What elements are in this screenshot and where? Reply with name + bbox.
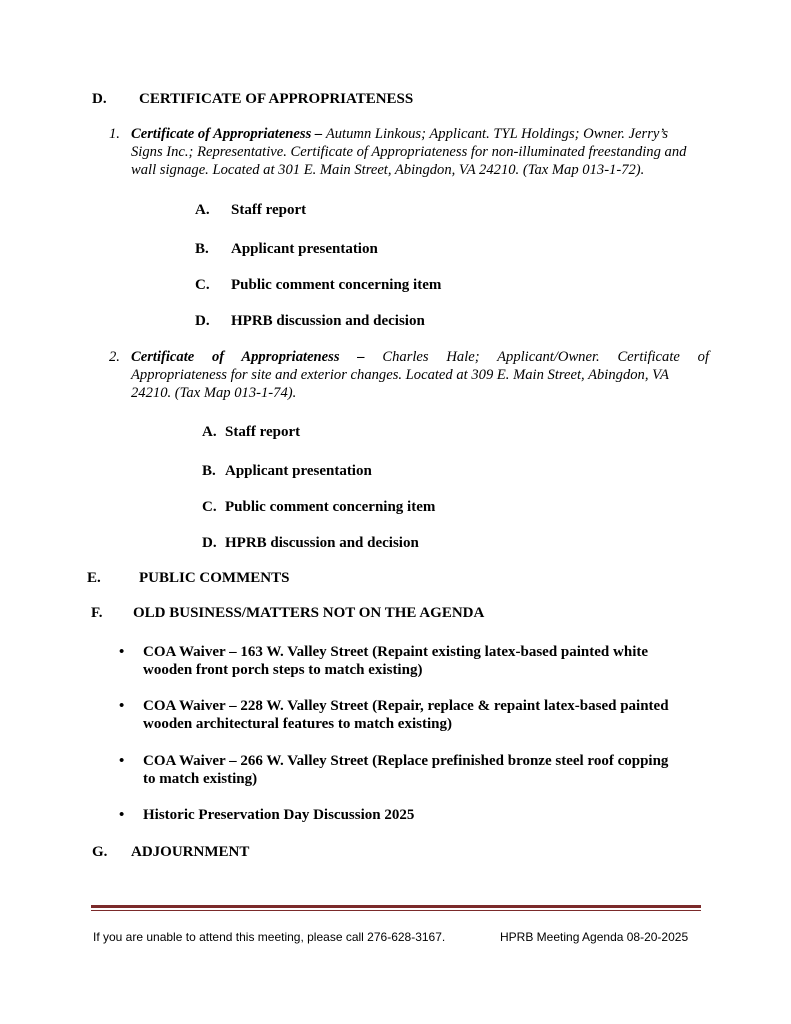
subitem-label: HPRB discussion and decision bbox=[225, 535, 419, 551]
item-2-line-3: 24210. (Tax Map 013-1-74). bbox=[131, 385, 297, 401]
old-business-item-1-line-1: COA Waiver – 163 W. Valley Street (Repaint existing latex-based painted white bbox=[143, 644, 649, 660]
bullet-icon: • bbox=[119, 644, 125, 660]
item-2-line-1 bbox=[131, 348, 709, 366]
item-2-number: 2. bbox=[109, 349, 120, 365]
section-f-letter: F. bbox=[91, 605, 103, 621]
item-2-subitem-d bbox=[202, 535, 419, 552]
item-2-subitem-a bbox=[202, 424, 300, 441]
section-d-heading bbox=[92, 91, 107, 108]
subitem-letter: D. bbox=[202, 535, 217, 551]
subitem-label: Public comment concerning item bbox=[225, 499, 436, 515]
section-d-title: CERTIFICATE OF APPROPRIATENESS bbox=[139, 91, 414, 107]
subitem-label: HPRB discussion and decision bbox=[231, 313, 425, 329]
subitem-letter: A. bbox=[195, 202, 210, 218]
subitem-letter: B. bbox=[202, 463, 216, 479]
subitem-letter: D. bbox=[195, 313, 210, 329]
section-d-letter: D. bbox=[92, 91, 107, 107]
section-e-letter: E. bbox=[87, 570, 101, 586]
subitem-label: Staff report bbox=[225, 424, 301, 440]
subitem-letter: C. bbox=[195, 277, 210, 293]
subitem-label: Applicant presentation bbox=[231, 241, 378, 257]
item-2-line-1-text: Charles Hale; Applicant/Owner. Certificate of bbox=[382, 349, 709, 365]
bullet-icon: • bbox=[119, 807, 125, 823]
bullet-icon: • bbox=[119, 753, 125, 769]
subitem-label: Staff report bbox=[231, 202, 307, 218]
section-e-title: PUBLIC COMMENTS bbox=[139, 570, 290, 586]
old-business-item-4 bbox=[119, 806, 719, 824]
old-business-item-2-line-1: COA Waiver – 228 W. Valley Street (Repair, replace & repaint latex-based painted bbox=[143, 698, 669, 714]
item-2-dash: – bbox=[339, 349, 383, 365]
subitem-label: Applicant presentation bbox=[225, 463, 372, 479]
item-1-dash: – bbox=[311, 126, 326, 142]
item-2-line-2: Appropriateness for site and exterior changes. Located at 309 E. Main Street, Abingdon, VA bbox=[131, 367, 669, 383]
section-g-title: ADJOURNMENT bbox=[131, 844, 250, 860]
old-business-item-3-line-1: COA Waiver – 266 W. Valley Street (Replace prefinished bronze steel roof copping bbox=[143, 753, 669, 769]
old-business-item-1 bbox=[119, 643, 719, 679]
item-1-lead: Certificate of Appropriateness bbox=[131, 126, 312, 142]
old-business-item-4-line-1: Historic Preservation Day Discussion 2025 bbox=[143, 807, 415, 823]
item-1-line-3: wall signage. Located at 301 E. Main Street, Abingdon, VA 24210. (Tax Map 013-1-72). bbox=[131, 162, 645, 178]
footer-document-label: HPRB Meeting Agenda 08-20-2025 bbox=[500, 930, 689, 944]
subitem-letter: B. bbox=[195, 241, 209, 257]
item-1-line-1 bbox=[131, 125, 709, 143]
footer-rule-thin bbox=[91, 910, 701, 911]
bullet-icon: • bbox=[119, 698, 125, 714]
footer-rule-thick bbox=[91, 905, 701, 908]
subitem-letter: C. bbox=[202, 499, 217, 515]
item-1-subitem-b bbox=[195, 241, 378, 258]
item-1-number: 1. bbox=[109, 126, 120, 142]
item-1-subitem-d bbox=[195, 313, 425, 330]
section-f-title: OLD BUSINESS/MATTERS NOT ON THE AGENDA bbox=[133, 605, 485, 621]
agenda-item-1 bbox=[109, 125, 709, 181]
old-business-item-3-line-2: to match existing) bbox=[143, 771, 258, 787]
item-1-subitem-a bbox=[195, 202, 306, 219]
subitem-label: Public comment concerning item bbox=[231, 277, 442, 293]
item-1-line-2: Signs Inc.; Representative. Certificate of Appropriateness for non-illuminated freestanding and bbox=[131, 144, 687, 160]
old-business-item-1-line-2: wooden front porch steps to match existing) bbox=[143, 662, 423, 678]
section-g-letter: G. bbox=[92, 844, 108, 860]
item-2-lead: Certificate of Appropriateness bbox=[131, 349, 340, 365]
old-business-item-2-line-2: wooden architectural features to match existing) bbox=[143, 716, 452, 732]
footer-contact-note: If you are unable to attend this meeting, please call 276-628-3167. bbox=[93, 930, 446, 944]
old-business-item-3 bbox=[119, 752, 719, 788]
old-business-item-2 bbox=[119, 697, 719, 733]
item-2-subitem-c bbox=[202, 499, 435, 516]
item-2-subitem-b bbox=[202, 463, 372, 480]
subitem-letter: A. bbox=[202, 424, 217, 440]
agenda-item-2 bbox=[109, 348, 709, 404]
item-1-subitem-c bbox=[195, 277, 441, 294]
item-1-line-1-text: Autumn Linkous; Applicant. TYL Holdings; Owner. Jerry’s bbox=[325, 126, 669, 142]
